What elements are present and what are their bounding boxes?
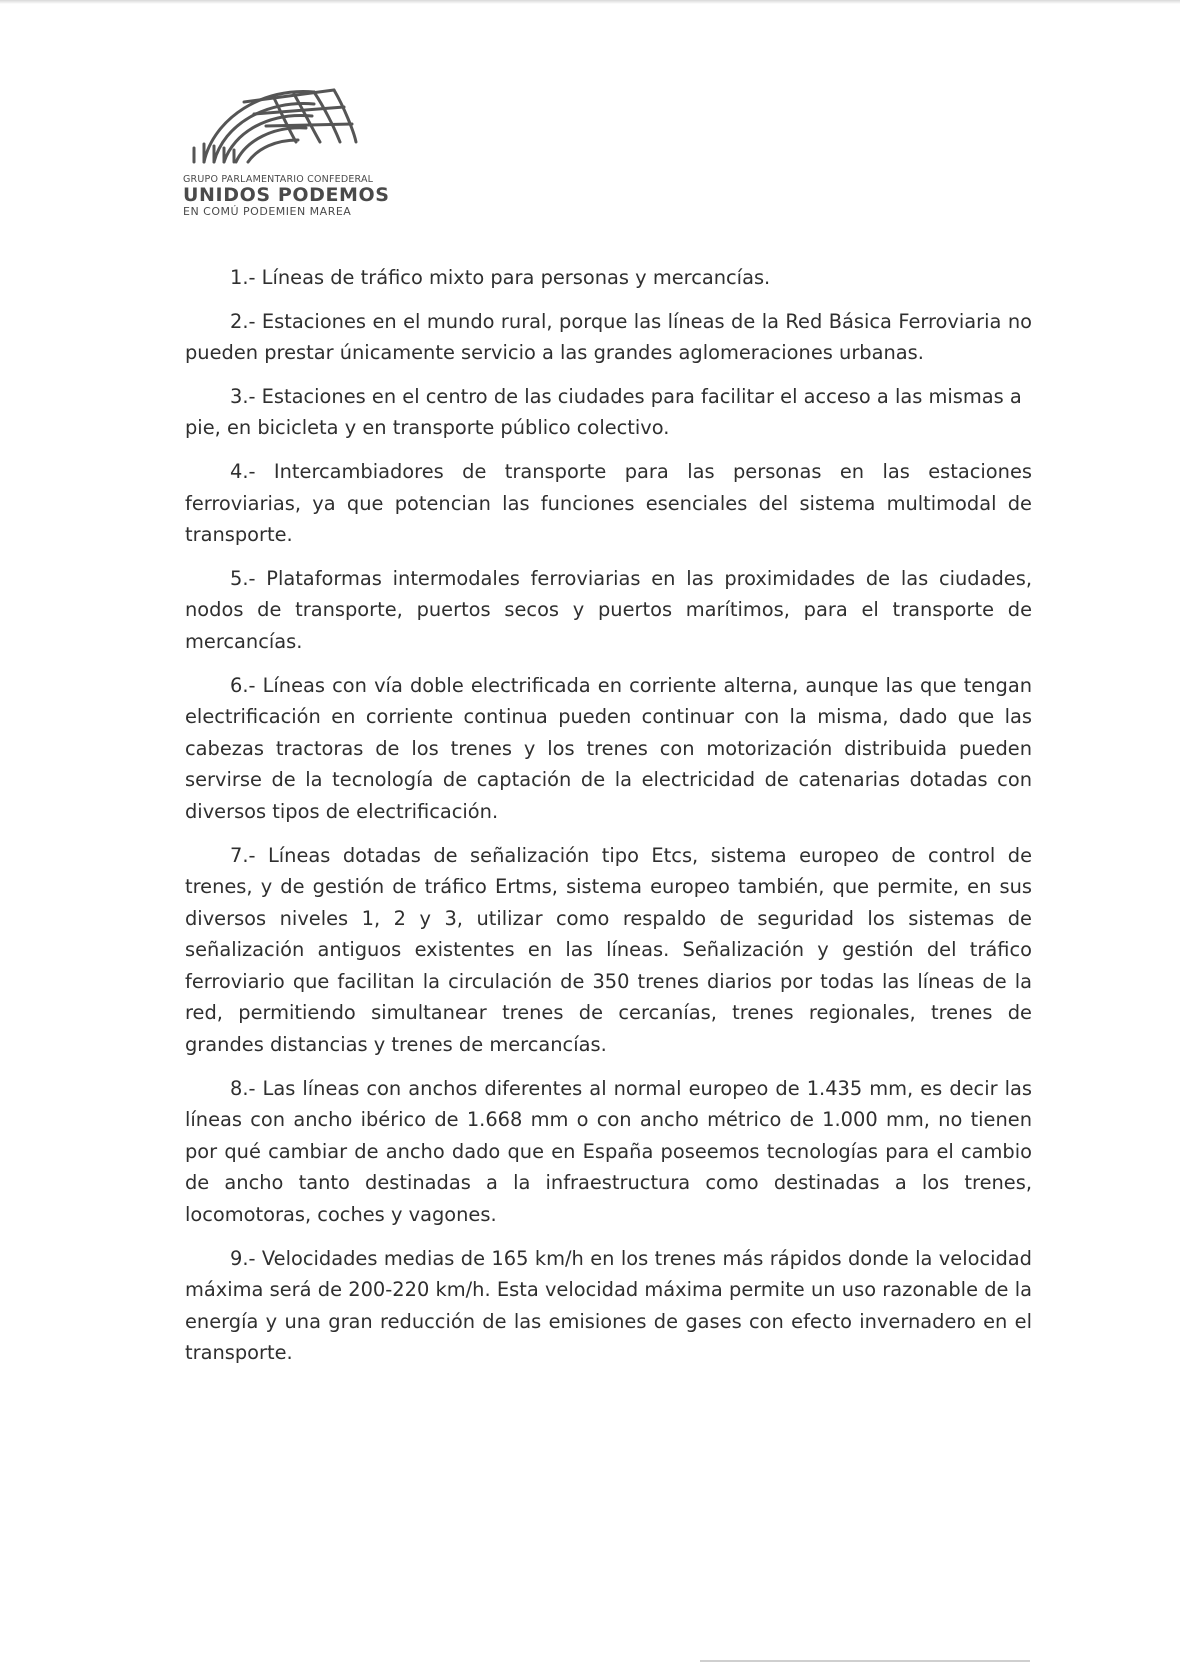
item-8: 8.- Las líneas con anchos diferentes al normal europeo de 1.435 mm, es decir las líneas con ancho ibérico de 1.668 mm o con ancho métrico de 1.000 mm, no tienen por qué cambiar de ancho dado que en España poseemos tecnologías para el cambio de ancho tanto destinadas a la infraestructura como destinadas a los trenes, locomotoras, coches y vagones.: [185, 1076, 1032, 1227]
parliament-hemicycle-icon: [184, 62, 374, 172]
item-1: 1.- Líneas de tráfico mixto para personas y mercancías.: [230, 266, 771, 289]
scan-edge: [0, 0, 1180, 4]
item-3: 3.- Estaciones en el centro de las ciudades para facilitar el acceso a las mismas a pie, en bicicleta y en transporte público colectivo.: [185, 384, 1022, 440]
logo-line-subtitle: EN COMÚ PODEMIEN MAREA: [183, 204, 352, 218]
document-body: [185, 262, 1032, 1381]
scan-edge-bottom: [700, 1660, 1030, 1662]
logo-caption: [183, 175, 390, 217]
item-4: 4.- Intercambiadores de transporte para las personas en las estaciones ferroviarias, ya que potencian las funciones esenciales del sistema multimodal de transporte.: [185, 459, 1032, 547]
item-5: 5.- Plataformas intermodales ferroviarias en las proximidades de las ciudades, nodos de transporte, puertos secos y puertos marítimos, para el transporte de mercancías.: [185, 566, 1032, 653]
item-7: 7.- Líneas dotadas de señalización tipo Etcs, sistema europeo de control de trenes, y de gestión de tráfico Ertms, sistema europeo también, que permite, en sus diversos niveles 1, 2 y 3, utilizar como respaldo de seguridad los sistemas de señalización antiguos existentes en las líneas. Señalización y gestión del tráfico ferroviario que facilitan la circulación de 350 trenes diarios por todas las líneas de la red, permitiendo simultanear trenes de cercanías, trenes regionales, trenes de grandes distancias y trenes de mercancías.: [185, 843, 1032, 1057]
logo-line-name: UNIDOS PODEMOS: [183, 183, 390, 206]
logo-line-group: GRUPO PARLAMENTARIO CONFEDERAL: [183, 174, 374, 185]
item-6: 6.- Líneas con vía doble electrificada en corriente alterna, aunque las que tengan electrificación en corriente continua pueden continuar con la misma, dado que las cabezas tractoras de los trenes y los trenes con motorización distribuida pueden servirse de la tecnología de captación de la electricidad de catenarias dotadas con diversos tipos de electrificación.: [185, 673, 1032, 823]
party-logo: [180, 62, 395, 222]
item-2: 2.- Estaciones en el mundo rural, porque las líneas de la Red Básica Ferroviaria no pueden prestar únicamente servicio a las grandes aglomeraciones urbanas.: [185, 309, 1032, 365]
item-9: 9.- Velocidades medias de 165 km/h en los trenes más rápidos donde la velocidad máxima será de 200-220 km/h. Esta velocidad máxima permite un uso razonable de la energía y una gran reducción de las emisiones de gases con efecto invernadero en el transporte.: [185, 1246, 1032, 1365]
